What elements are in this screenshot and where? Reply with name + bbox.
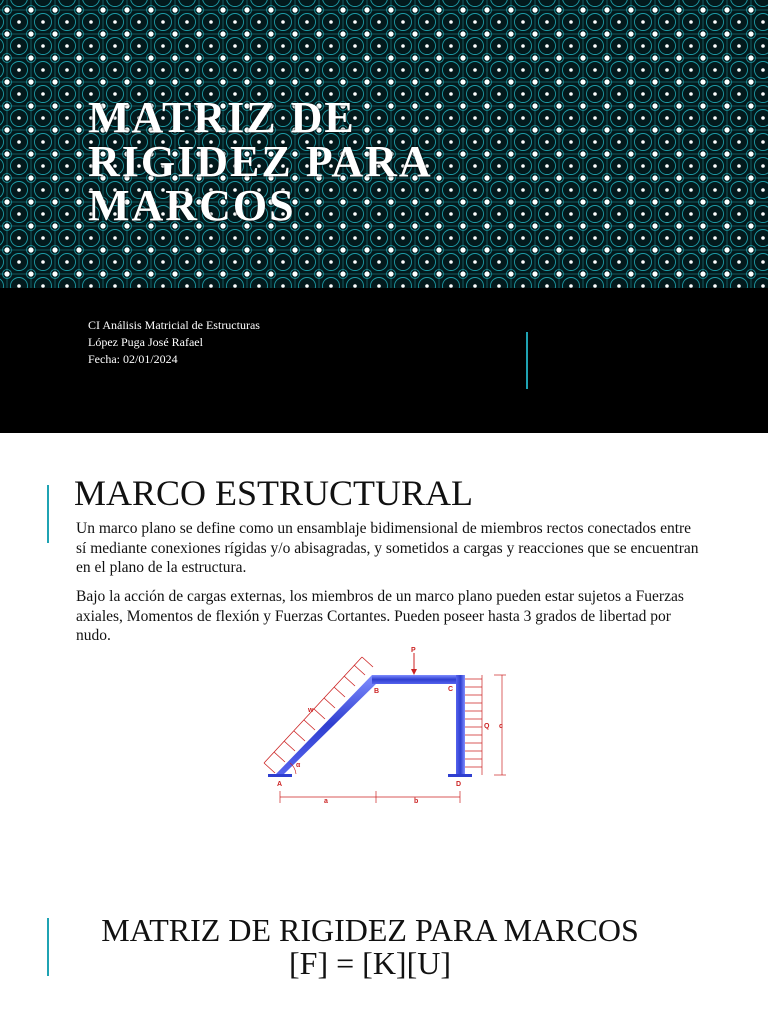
course-name: CI Análisis Matricial de Estructuras xyxy=(88,318,260,332)
beam-member-bc xyxy=(372,675,464,684)
loads-paragraph: Bajo la acción de cargas externas, los miembros de un marco plano pueden estar sujetos a Fuerzas axiales, Momentos de flexión y Fuerzas Cortantes. Pueden poseer hasta 3 grados de libertad por nudo. xyxy=(76,588,684,644)
support-d xyxy=(448,774,472,777)
presentation-info xyxy=(88,317,260,368)
accent-bar xyxy=(47,918,49,976)
label-dimension-b: b xyxy=(414,798,419,805)
column-member-cd xyxy=(456,675,465,775)
label-p: P xyxy=(411,647,416,654)
label-a: A xyxy=(277,781,283,788)
accent-bar xyxy=(47,485,49,543)
author-name: López Puga José Rafael xyxy=(88,335,203,349)
label-c: C xyxy=(448,686,454,693)
slide-heading: MARCO ESTRUCTURAL xyxy=(74,473,474,513)
inclined-member-ab xyxy=(276,675,380,774)
stiffness-equation: [F] = [K][U] xyxy=(289,945,451,981)
distributed-load-w xyxy=(264,657,373,773)
presentation-title: MATRIZ DE RIGIDEZ PARA MARCOS xyxy=(88,93,433,230)
label-dimension-a: a xyxy=(324,798,328,805)
label-w: w xyxy=(308,707,314,714)
content-slide-marco-estructural xyxy=(0,433,768,900)
distributed-load-q xyxy=(465,675,482,775)
label-b: B xyxy=(374,688,380,695)
support-a xyxy=(268,774,292,777)
label-dimension-c: c xyxy=(499,723,503,730)
heading-line-1: MATRIZ DE RIGIDEZ PARA MARCOS xyxy=(101,912,639,948)
label-alpha: α xyxy=(296,762,301,769)
presentation-date: Fecha: 02/01/2024 xyxy=(88,352,178,366)
dimension-a-b xyxy=(280,791,460,803)
accent-bar xyxy=(526,332,528,389)
label-d: D xyxy=(456,781,462,788)
point-load-p xyxy=(411,653,417,675)
plane-frame-diagram xyxy=(256,645,512,809)
title-slide xyxy=(0,0,768,433)
definition-paragraph: Un marco plano se define como un ensamblaje bidimensional de miembros rectos conectados entre sí mediante conexiones rígidas y/o abisagradas, y sometidos a cargas y reacciones que se encuentran en el plano de la estructura. xyxy=(76,520,699,576)
label-q: Q xyxy=(484,723,490,730)
slide-heading xyxy=(70,914,670,980)
content-slide-matriz-rigidez xyxy=(0,900,768,1024)
